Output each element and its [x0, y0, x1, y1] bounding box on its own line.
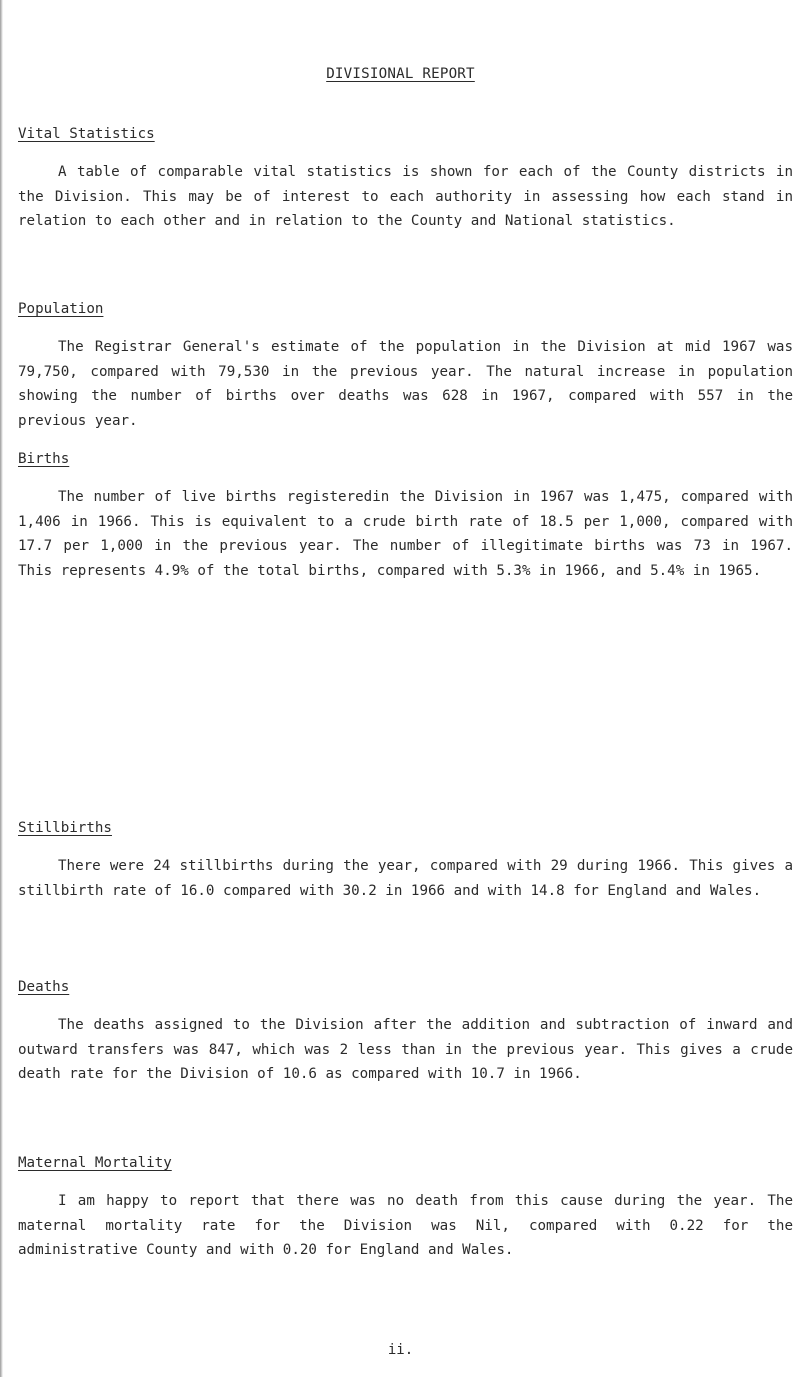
section-vital-statistics: [18, 124, 793, 234]
heading-births: Births: [18, 451, 70, 467]
page-number: ii.: [387, 1342, 414, 1358]
heading-deaths: Deaths: [18, 979, 70, 995]
heading-vital-statistics: Vital Statistics: [18, 126, 155, 142]
paragraph-vital-statistics: A table of comparable vital statistics is shown for each of the County districts in the Division. This may be of interest to each authority in assessing how each stand in relation to each other and in relation to the County and National statistics.: [18, 164, 793, 229]
section-stillbirths: [18, 818, 793, 903]
paragraph-stillbirths: There were 24 stillbirths during the year, compared with 29 during 1966. This gives a stillbirth rate of 16.0 compared with 30.2 in 1966 and with 14.8 for England and Wales.: [18, 858, 793, 899]
section-population: [18, 299, 793, 433]
paragraph-maternal-mortality: I am happy to report that there was no death from this cause during the year. The maternal mortality rate for the Division was Nil, compared with 0.22 for the administrative County and with 0.20 for England and Wales.: [18, 1193, 793, 1258]
heading-maternal-mortality: Maternal Mortality: [18, 1155, 172, 1171]
paragraph-births: The number of live births registeredin the Division in 1967 was 1,475, compared with 1,406 in 1966. This is equivalent to a crude birth rate of 18.5 per 1,000, compared with 17.7 per 1,000 in the previous year. The number of illegitimate births was 73 in 1967. This represents 4.9% of the total births, compared with 5.3% in 1966, and 5.4% in 1965.: [18, 489, 793, 579]
section-deaths: [18, 977, 793, 1087]
section-maternal-mortality: [18, 1153, 793, 1263]
heading-population: Population: [18, 301, 104, 317]
report-title: DIVISIONAL REPORT: [326, 66, 475, 82]
paragraph-population: The Registrar General's estimate of the population in the Division at mid 1967 was 79,750, compared with 79,530 in the previous year. The natural increase in population showing the number of births over deaths was 628 in 1967, compared with 557 in the previous year.: [18, 339, 793, 429]
section-births: [18, 449, 793, 583]
paragraph-deaths: The deaths assigned to the Division after the addition and subtraction of inward and outward transfers was 847, which was 2 less than in the previous year. This gives a crude death rate for the Division of 10.6 as compared with 10.7 in 1966.: [18, 1017, 793, 1082]
scan-margin-edge: [0, 0, 3, 1377]
heading-stillbirths: Stillbirths: [18, 820, 112, 836]
